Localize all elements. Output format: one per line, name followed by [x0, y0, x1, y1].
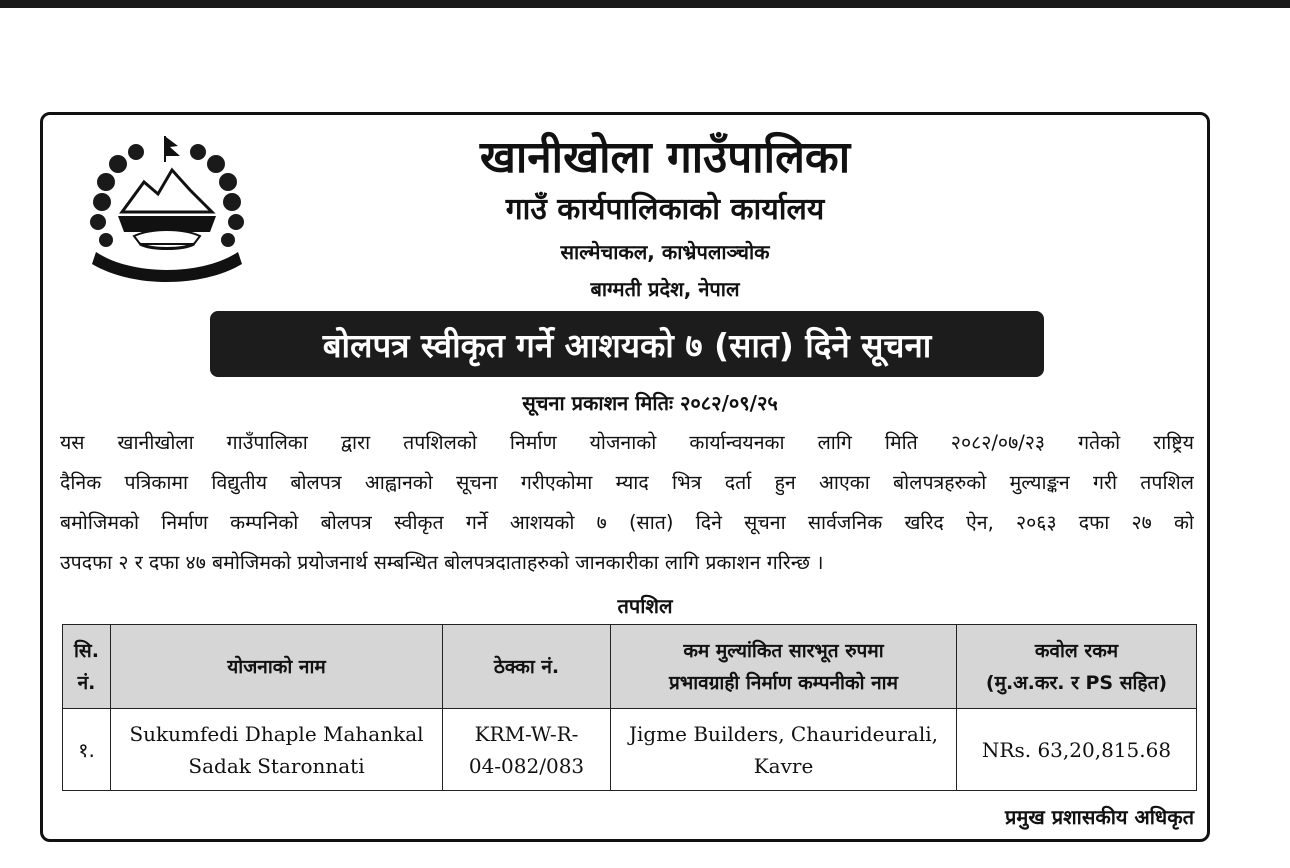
- nepal-emblem-icon: [82, 132, 252, 282]
- col-header-project-name: योजनाको नाम: [111, 625, 443, 709]
- table-header-row: [63, 625, 1197, 709]
- col-header-serial: सि. नं.: [63, 625, 111, 709]
- notice-banner-title: बोलपत्र स्वीकृत गर्ने आशयको ७ (सात) दिने सूचना: [322, 325, 932, 365]
- top-dark-strip: [0, 0, 1290, 8]
- cell-project-name: Sukumfedi Dhaple Mahankal Sadak Staronnati: [111, 709, 443, 791]
- municipality-title: खानीखोला गाउँपालिका: [479, 132, 851, 183]
- notice-body-line: दैनिक पत्रिकामा विद्युतीय बोलपत्र आह्वानको सूचना गरीएकोमा म्याद भित्र दर्ता हुन आएका बोलपत्रहरुको मुल्याङ्कन गरी तपशिल: [60, 471, 1194, 494]
- signatory: प्रमुख प्रशासकीय अधिकृत: [1005, 805, 1194, 829]
- notice-body-line: उपदफा २ र दफा ४७ बमोजिमको प्रयोजनार्थ सम्बन्धित बोलपत्रदाताहरुको जानकारीका लागि प्रकाशन गरिन्छ ।: [60, 551, 824, 574]
- col-header-company: कम मुल्यांकित सारभूत रुपमा प्रभावग्राही निर्माण कम्पनीको नाम: [611, 625, 957, 709]
- office-name: गाउँ कार्यपालिकाको कार्यालय: [505, 192, 825, 227]
- office-address: साल्मेचाकल, काभ्रेपलाञ्चोक: [560, 240, 770, 264]
- province-line: बाग्मती प्रदेश, नेपाल: [590, 277, 740, 301]
- col-header-contract-no: ठेक्का नं.: [443, 625, 611, 709]
- schedule-title: तपशिल: [617, 594, 673, 618]
- notice-banner: [210, 311, 1044, 377]
- cell-serial: १.: [63, 709, 111, 791]
- schedule-table: [62, 624, 1197, 791]
- notice-body-line: बमोजिमको निर्माण कम्पनिको बोलपत्र स्वीकृत गर्ने आशयको ७ (सात) दिने सूचना सार्वजनिक खरिद ऐन, २०६३ दफा २७ को: [60, 511, 1194, 534]
- notice-body-line: यस खानीखोला गाउँपालिका द्वारा तपशिलको निर्माण योजनाको कार्यान्वयनका लागि मिति २०८२/०७/२३ गतेको राष्ट्रिय: [60, 431, 1194, 454]
- publication-date: सूचना प्रकाशन मितिः २०८२/०९/२५: [522, 391, 778, 415]
- cell-contract-no: KRM-W-R- 04-082/083: [443, 709, 611, 791]
- notice-body: [60, 423, 1194, 583]
- col-header-bid-amount: कवोल रकम (मु.अ.कर. र PS सहित): [957, 625, 1197, 709]
- cell-company: Jigme Builders, Chaurideurali, Kavre: [611, 709, 957, 791]
- table-row: [63, 709, 1197, 791]
- cell-bid-amount: NRs. 63,20,815.68: [957, 709, 1197, 791]
